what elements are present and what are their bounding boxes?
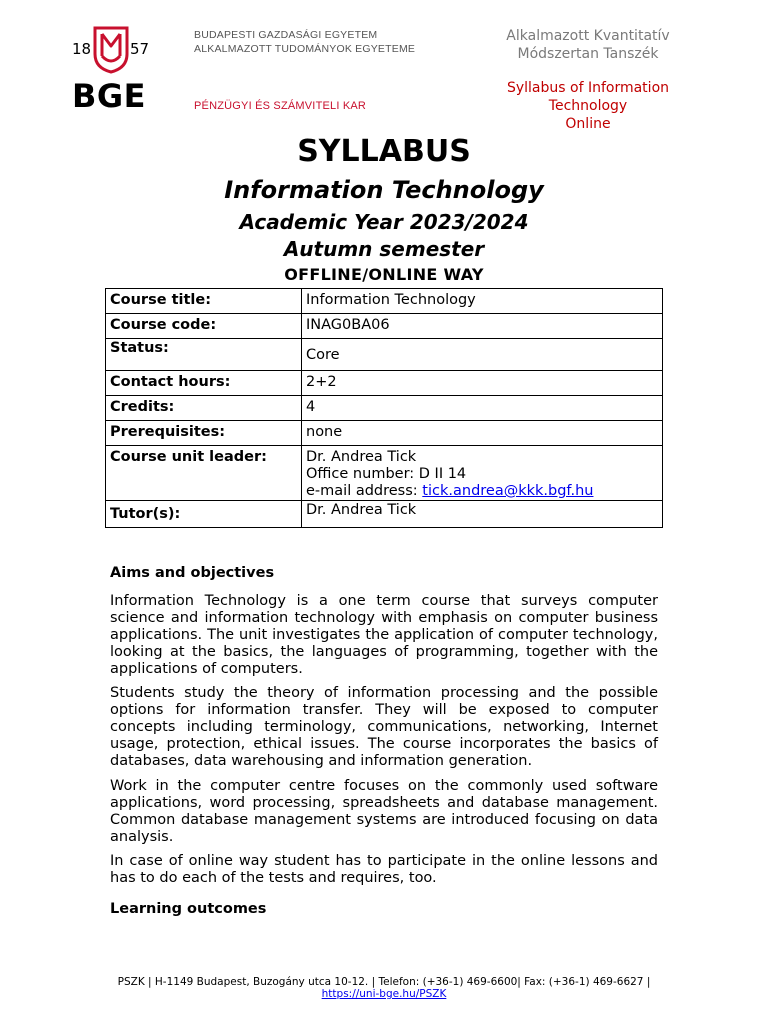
contact-hours-value: 2+2 (302, 371, 663, 396)
course-title-label: Course title: (106, 289, 302, 314)
footer-address: PSZK | H-1149 Budapest, Buzogány utca 10-12. | Telefon: (+36-1) 469-6600| Fax: (+36-1) 469-6627 | (117, 976, 651, 988)
course-title-value: Information Technology (302, 289, 663, 314)
table-row (106, 396, 663, 421)
prerequisites-label: Prerequisites: (106, 421, 302, 446)
contact-hours-label: Contact hours: (106, 371, 302, 396)
document-title: SYLLABUS (297, 134, 471, 169)
table-row (106, 421, 663, 446)
faculty-name: PÉNZÜGYI ÉS SZÁMVITELI KAR (194, 100, 367, 112)
semester: Autumn semester (283, 237, 485, 261)
table-row (106, 501, 663, 528)
table-row (106, 339, 663, 371)
university-line: ALKALMAZOTT TUDOMÁNYOK EGYETEME (194, 43, 416, 55)
status-value: Core (302, 339, 663, 371)
tutors-label: Tutor(s): (106, 501, 302, 528)
logo-wordmark: BGE (72, 77, 147, 115)
leader-office: Office number: D II 14 (306, 466, 467, 482)
syllabus-header-label (490, 79, 686, 132)
logo-year-left: 18 (72, 40, 92, 58)
syllabus-label-line: Technology (548, 98, 628, 114)
course-info-table (105, 288, 663, 528)
page-footer (110, 976, 658, 1000)
aims-paragraph: Information Technology is a one term course that surveys computer science and information technology with emphasis on computer business applications. The unit investigates the application of computer technology, looking at the basics, the languages of programming, together with the applications of computers. (110, 593, 658, 677)
logo-year-right: 57 (130, 40, 150, 58)
aims-paragraph: Students study the theory of information processing and the possible options for information transfer. They will be exposed to computer concepts including terminology, communications, networking, Internet usage, protection, ethical issues. The course incorporates the basics of databases, data warehousing and information generation. (110, 685, 658, 769)
table-row (106, 446, 663, 501)
aims-heading: Aims and objectives (110, 565, 275, 581)
table-row (106, 314, 663, 339)
table-row (106, 371, 663, 396)
course-code-value: INAG0BA06 (302, 314, 663, 339)
course-code-label: Course code: (106, 314, 302, 339)
status-label: Status: (106, 339, 302, 371)
credits-label: Credits: (106, 396, 302, 421)
department-line: Módszertan Tanszék (517, 46, 659, 62)
course-title-heading: Information Technology (224, 176, 544, 204)
leader-email-prefix: e-mail address: (306, 483, 423, 499)
aims-paragraph: Work in the computer centre focuses on the commonly used software applications, word processing, spreadsheets and database management. Common database management systems are introduced focusing on data analysis. (110, 778, 658, 845)
university-name (194, 28, 415, 56)
footer-link[interactable]: https://uni-bge.hu/PSZK (321, 988, 447, 1000)
academic-year: Academic Year 2023/2024 (239, 210, 529, 234)
department-name (490, 27, 686, 63)
syllabus-label-line: Syllabus of Information (506, 80, 670, 96)
prerequisites-value: none (302, 421, 663, 446)
tutors-value: Dr. Andrea Tick (302, 501, 663, 528)
course-leader-label: Course unit leader: (106, 446, 302, 501)
credits-value: 4 (302, 396, 663, 421)
syllabus-label-line: Online (565, 116, 611, 132)
bge-logo (72, 26, 162, 114)
delivery-mode: OFFLINE/ONLINE WAY (284, 265, 484, 284)
course-leader-value (302, 446, 663, 501)
leader-name: Dr. Andrea Tick (306, 449, 417, 465)
university-line: BUDAPESTI GAZDASÁGI EGYETEM (194, 29, 378, 41)
table-row (106, 289, 663, 314)
department-line: Alkalmazott Kvantitatív (506, 28, 670, 44)
learning-outcomes-heading: Learning outcomes (110, 901, 267, 917)
leader-email-line (306, 483, 658, 500)
crest-icon (93, 26, 129, 74)
aims-paragraph: In case of online way student has to participate in the online lessons and has to do each of the tests and requires, too. (110, 853, 658, 886)
leader-email-link[interactable]: tick.andrea@kkk.bgf.hu (422, 483, 594, 499)
